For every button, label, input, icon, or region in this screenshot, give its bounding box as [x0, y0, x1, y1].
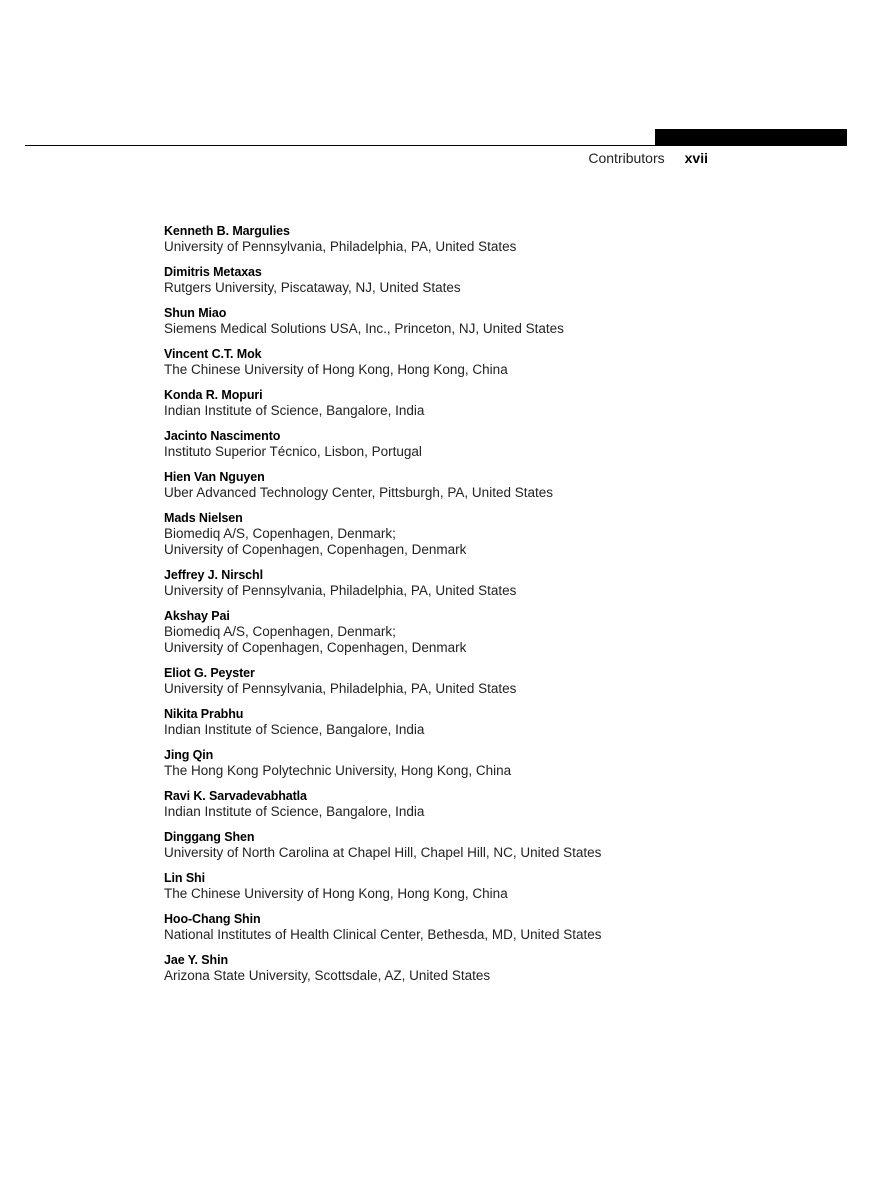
contributor-entry: [164, 223, 784, 255]
contributor-entry: [164, 829, 784, 861]
contributor-affiliation: University of Copenhagen, Copenhagen, Denmark: [164, 542, 467, 557]
contributor-entry: [164, 428, 784, 460]
contributor-affiliation: University of Pennsylvania, Philadelphia, PA, United States: [164, 681, 517, 696]
contributor-affiliation: National Institutes of Health Clinical Center, Bethesda, MD, United States: [164, 927, 602, 942]
contributor-affiliation: Siemens Medical Solutions USA, Inc., Princeton, NJ, United States: [164, 321, 564, 336]
contributor-entry: [164, 788, 784, 820]
contributor-name: Konda R. Mopuri: [164, 388, 263, 402]
contributor-entry: [164, 747, 784, 779]
contributor-name: Mads Nielsen: [164, 511, 243, 525]
contributor-entry: [164, 305, 784, 337]
contributor-name: Jing Qin: [164, 748, 214, 762]
contributor-affiliation: Biomediq A/S, Copenhagen, Denmark;: [164, 526, 396, 541]
contributor-name: Jae Y. Shin: [164, 953, 228, 967]
contributor-name: Ravi K. Sarvadevabhatla: [164, 789, 307, 803]
contributor-affiliation: Biomediq A/S, Copenhagen, Denmark;: [164, 624, 396, 639]
contributor-entry: [164, 665, 784, 697]
contributor-affiliation: University of Pennsylvania, Philadelphia, PA, United States: [164, 583, 517, 598]
contributor-name: Akshay Pai: [164, 609, 230, 623]
running-head: [500, 148, 708, 168]
contributor-entry: [164, 346, 784, 378]
contributor-affiliation: Arizona State University, Scottsdale, AZ, United States: [164, 968, 491, 983]
contributor-name: Lin Shi: [164, 871, 205, 885]
contributor-entry: [164, 387, 784, 419]
contributor-entry: [164, 608, 784, 656]
contributor-entry: [164, 510, 784, 558]
contributor-entry: [164, 567, 784, 599]
contributor-name: Vincent C.T. Mok: [164, 347, 262, 361]
contributor-entry: [164, 952, 784, 984]
contributor-affiliation: Indian Institute of Science, Bangalore, India: [164, 403, 425, 418]
contributor-affiliation: University of North Carolina at Chapel Hill, Chapel Hill, NC, United States: [164, 845, 602, 860]
contributor-affiliation: Indian Institute of Science, Bangalore, India: [164, 804, 425, 819]
contributor-name: Hien Van Nguyen: [164, 470, 265, 484]
contributor-affiliation: Uber Advanced Technology Center, Pittsburgh, PA, United States: [164, 485, 553, 500]
page-number: xvii: [684, 150, 708, 166]
contributor-entry: [164, 264, 784, 296]
contributor-name: Kenneth B. Margulies: [164, 224, 290, 238]
contributor-name: Jeffrey J. Nirschl: [164, 568, 263, 582]
contributor-entry: [164, 469, 784, 501]
contributor-affiliation: Indian Institute of Science, Bangalore, India: [164, 722, 425, 737]
contributor-name: Nikita Prabhu: [164, 707, 244, 721]
contributor-affiliation: The Chinese University of Hong Kong, Hong Kong, China: [164, 362, 508, 377]
contributor-name: Dimitris Metaxas: [164, 265, 262, 279]
contributor-affiliation: University of Pennsylvania, Philadelphia, PA, United States: [164, 239, 517, 254]
contributor-affiliation: University of Copenhagen, Copenhagen, Denmark: [164, 640, 467, 655]
contributors-list: [164, 223, 784, 993]
contributor-name: Hoo-Chang Shin: [164, 912, 261, 926]
header-tab-bar: [655, 129, 847, 146]
contributor-entry: [164, 706, 784, 738]
contributor-name: Eliot G. Peyster: [164, 666, 255, 680]
running-title: Contributors: [588, 150, 665, 166]
contributor-affiliation: Instituto Superior Técnico, Lisbon, Portugal: [164, 444, 422, 459]
contributor-name: Shun Miao: [164, 306, 227, 320]
contributor-affiliation: The Hong Kong Polytechnic University, Hong Kong, China: [164, 763, 512, 778]
contributor-affiliation: Rutgers University, Piscataway, NJ, United States: [164, 280, 461, 295]
contributor-name: Dinggang Shen: [164, 830, 255, 844]
contributor-entry: [164, 911, 784, 943]
contributor-entry: [164, 870, 784, 902]
contributor-name: Jacinto Nascimento: [164, 429, 281, 443]
contributor-affiliation: The Chinese University of Hong Kong, Hong Kong, China: [164, 886, 508, 901]
